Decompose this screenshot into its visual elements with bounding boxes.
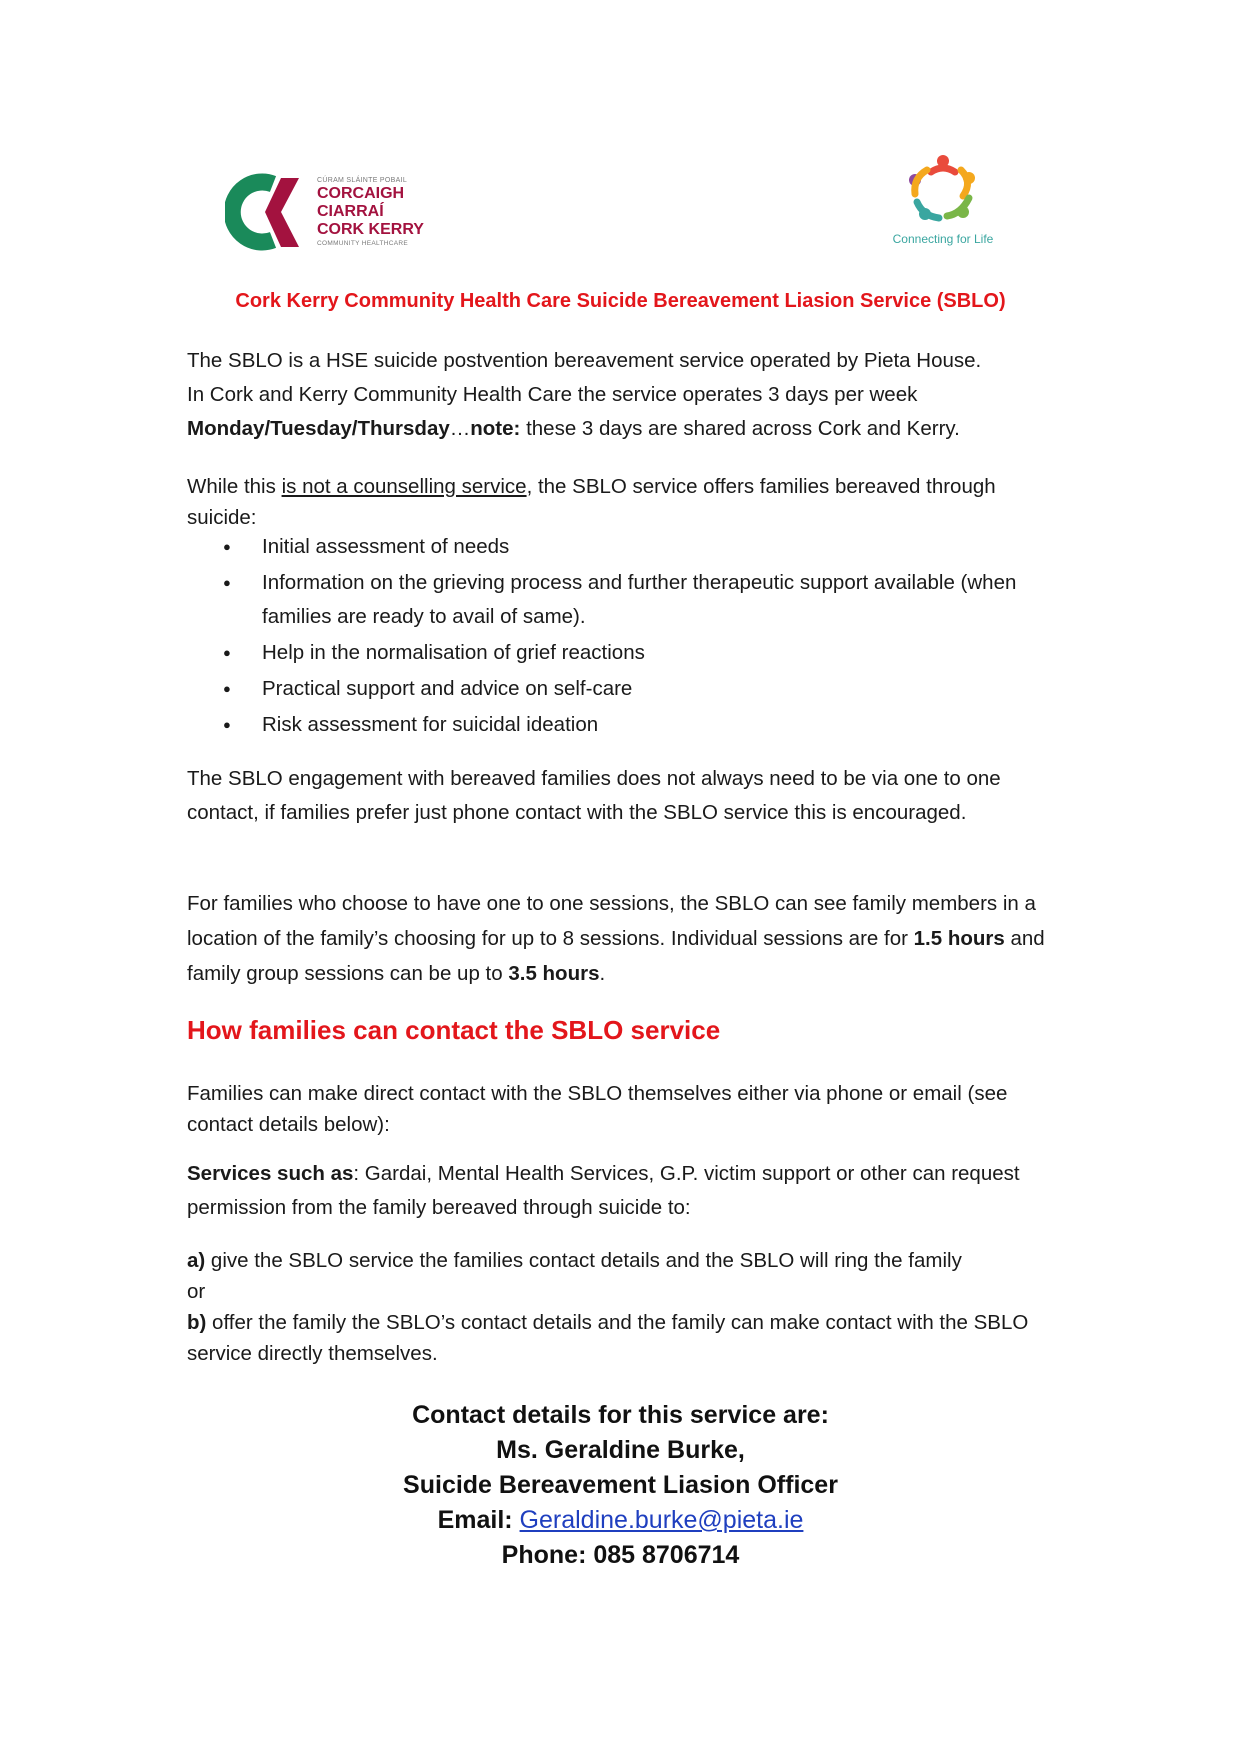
intro-line-1: The SBLO is a HSE suicide postvention bereavement service operated by Pieta House. (187, 349, 982, 372)
email-label: Email (437, 1506, 505, 1534)
list-item: ● Help in the normalisation of grief reactions (223, 636, 1063, 670)
services-text: : Gardai, Mental Health Services, G.P. victim support or other can request permission from the family bereaved through suicide to: (187, 1162, 1020, 1219)
people-circle-icon (903, 150, 983, 230)
contact-email-line (0, 1503, 1241, 1538)
connecting-for-life-logo (878, 150, 1008, 260)
contact-block (0, 1398, 1241, 1573)
note-text: these 3 days are shared across Cork and Kerry. (520, 417, 960, 440)
services-intro-post: , the SBLO service offers families bereaved through suicide: (187, 475, 996, 529)
services-label: Services such as (187, 1162, 354, 1185)
options-paragraph (187, 1245, 1057, 1369)
list-item: ● Information on the grieving process and further therapeutic support available (when families are ready to avail of same). (223, 566, 1063, 634)
list-item: ● Practical support and advice on self-care (223, 672, 1063, 706)
sessions-text-pre: For families who choose to have one to one sessions, the SBLO can see family members in a location of the family’s choosing for up to 8 sessions. Individual sessions are for (187, 892, 1036, 950)
email-separator: : (504, 1506, 520, 1534)
contact-phone: Phone: 085 8706714 (501, 1541, 740, 1569)
individual-hours: 1.5 hours (913, 927, 1005, 950)
intro-paragraph (187, 344, 1057, 446)
connecting-for-life-caption: Connecting for Life (892, 232, 994, 246)
logo-line-community: COMMUNITY HEALTHCARE (317, 240, 408, 247)
document-title: Cork Kerry Community Health Care Suicide Bereavement Liasion Service (SBLO) (235, 290, 1006, 312)
option-a-text: give the SBLO service the families contact details and the SBLO will ring the family (205, 1249, 962, 1272)
option-b-label: b) (187, 1311, 207, 1334)
sessions-text-post: . (599, 962, 606, 985)
ellipsis: … (449, 417, 471, 440)
ck-monogram-icon (225, 170, 315, 255)
service-offerings-list (223, 530, 1063, 744)
sessions-text-mid: and family group sessions can be up to (187, 927, 1045, 985)
services-paragraph (187, 1157, 1057, 1225)
logo-line-cork-kerry: CORK KERRY (317, 221, 424, 238)
intro-line-2: In Cork and Kerry Community Health Care the service operates 3 days per week (187, 383, 918, 406)
group-hours: 3.5 hours (508, 962, 600, 985)
direct-contact-paragraph: Families can make direct contact with the SBLO themselves either via phone or email (see contact details below): (187, 1082, 1008, 1136)
or-text: or (187, 1280, 206, 1303)
services-intro-pre: While this (187, 475, 282, 498)
not-counselling-text: is not a counselling service (281, 475, 527, 498)
contact-name: Ms. Geraldine Burke, (496, 1436, 745, 1464)
note-label: note: (470, 417, 521, 440)
list-item: ● Initial assessment of needs (223, 530, 1063, 564)
email-link[interactable]: Geraldine.burke@pieta.ie (519, 1506, 804, 1534)
service-days: Monday/Tuesday/Thursday (187, 417, 450, 440)
option-a-label: a) (187, 1249, 206, 1272)
logo-line-irish: CÚRAM SLÁINTE POBAIL (317, 177, 408, 184)
option-b-text: offer the family the SBLO’s contact details and the family can make contact with the SBLO service directly themselves. (187, 1311, 1029, 1365)
list-item: ● Risk assessment for suicidal ideation (223, 708, 1063, 742)
logo-line-corcaigh: CORCAIGH CIARRAÍ (317, 185, 405, 220)
engagement-paragraph: The SBLO engagement with bereaved families does not always need to be via one to one contact, if families prefer just phone contact with the SBLO service this is encouraged. (187, 767, 1001, 824)
contact-role: Suicide Bereavement Liasion Officer (403, 1471, 838, 1499)
sessions-paragraph (187, 886, 1057, 991)
contact-heading: Contact details for this service are: (412, 1401, 829, 1429)
services-intro-paragraph (187, 471, 1057, 533)
cork-kerry-logo (225, 170, 475, 255)
contact-section-heading: How families can contact the SBLO service (187, 1015, 721, 1045)
